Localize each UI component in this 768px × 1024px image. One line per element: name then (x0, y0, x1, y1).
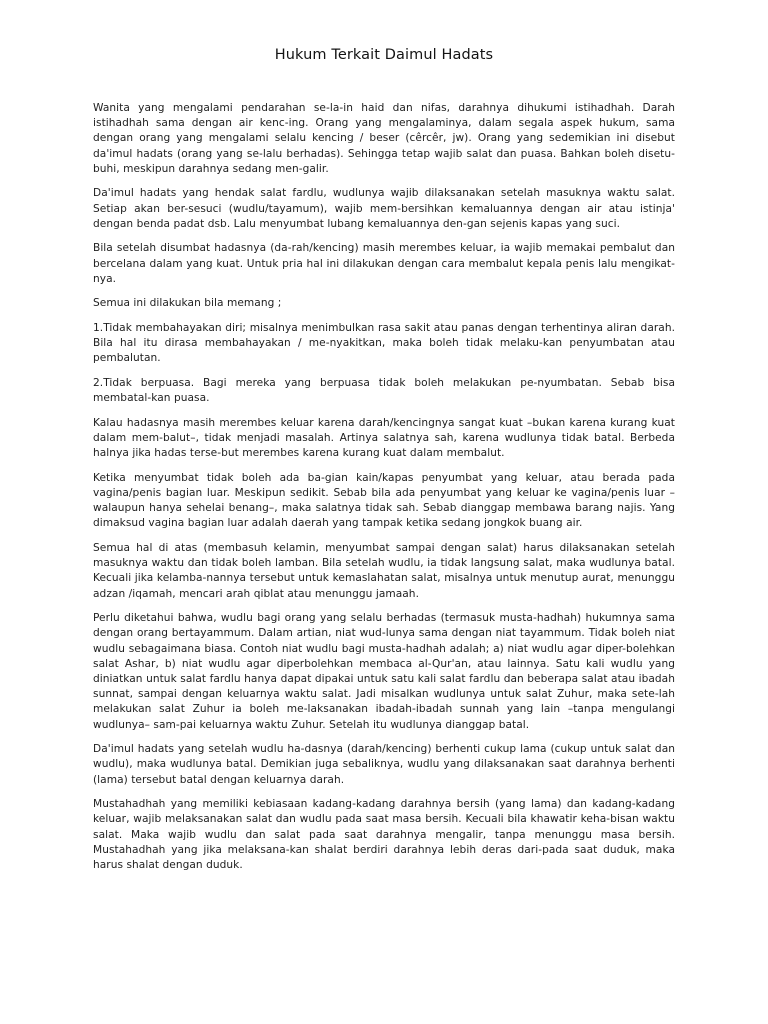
paragraph-4: Semua ini dilakukan bila memang ; (93, 297, 282, 310)
document-body (93, 101, 675, 873)
paragraph-11: Da'imul hadats yang setelah wudlu ha-dasnya (darah/kencing) berhenti cukup lama (cukup untuk salat dan wudlu), maka wudlunya batal. Demikian juga sebaliknya, wudlu yang dilaksanakan saat darahnya berhenti (lama) tersebut batal dengan keluarnya darah. (93, 743, 675, 786)
paragraph-9: Semua hal di atas (membasuh kelamin, menyumbat sampai dengan salat) harus dilaksanakan setelah masuknya waktu dan tidak boleh lamban. Bila setelah wudlu, ia tidak langsung salat, maka wudlunya batal. Kecuali jika kelamba-nannya tersebut untuk kemaslahatan salat, misalnya untuk menutup aurat, menunggu adzan /iqamah, mencari arah qiblat atau menunggu jamaah. (93, 542, 675, 600)
paragraph-5: 1.Tidak membahayakan diri; misalnya menimbulkan rasa sakit atau panas dengan terhentinya aliran darah. Bila hal itu dirasa membahayakan / me-nyakitkan, maka boleh tidak melaku-kan penyumbatan atau pembalutan. (93, 322, 675, 365)
paragraph-1: Wanita yang mengalami pendarahan se-la-in haid dan nifas, darahnya dihukumi istihadhah. Darah istihadhah sama dengan air kenc-ing. Orang yang mengalaminya, dalam segala aspek hukum, sama dengan orang yang mengalami selalu kencing / beser (cêrcêr, jw). Orang yang sedemikian ini disebut da'imul hadats (orang yang se-lalu berhadas). Sehingga tetap wajib salat dan puasa. Bahkan boleh disetu-buhi, meskipun darahnya sedang men-galir. (93, 102, 675, 175)
paragraph-7: Kalau hadasnya masih merembes keluar karena darah/kencingnya sangat kuat –bukan karena kurang kuat dalam mem-balut–, tidak menjadi masalah. Artinya salatnya sah, karena wudlunya tidak batal. Berbeda halnya jika hadas terse-but merembes karena kurang kuat dalam membalut. (93, 416, 675, 460)
paragraph-10: Perlu diketahui bahwa, wudlu bagi orang yang selalu berhadas (termasuk musta-hadhah) hukumnya sama dengan orang bertayammum. Dalam artian, niat wud-lunya sama dengan niat tayammum. Tidak boleh niat wudlu sebagaimana biasa. Contoh niat wudlu bagi musta-hadhah adalah; a) niat wudlu agar diper-bolehkan salat Ashar, b) niat wudlu agar diperbolehkan membaca al-Qur'an, atau lainnya. Satu kali wudlu yang diniatkan untuk salat fardlu hanya dapat dipakai untuk satu kali salat fardlu dan beberapa salat atau ibadah sunnat, sampai dengan keluarnya waktu salat. Jadi misalkan wudlunya untuk salat Zuhur, maka sete-lah melakukan salat Zuhur ia boleh me-laksanakan ibadah-ibadah sunnah yang lain –tanpa mengulangi wudlunya– sam-pai keluarnya waktu Zuhur. Setelah itu wudlunya dianggap batal. (93, 612, 675, 731)
paragraph-2: Da'imul hadats yang hendak salat fardlu, wudlunya wajib dilaksanakan setelah masuknya waktu salat. Setiap akan ber-sesuci (wudlu/tayamum), wajib mem-bersihkan kemaluannya dengan air atau istinja' dengan benda padat dsb. Lalu menyumbat lubang kemaluannya den-gan sejenis kapas yang suci. (93, 187, 675, 230)
document-title: Hukum Terkait Daimul Hadats (274, 47, 494, 63)
paragraph-6: 2.Tidak berpuasa. Bagi mereka yang berpuasa tidak boleh melakukan pe-nyumbatan. Sebab bisa membatal-kan puasa. (93, 377, 675, 405)
paragraph-8: Ketika menyumbat tidak boleh ada ba-gian kain/kapas penyumbat yang keluar, atau berada pada vagina/penis bagian luar. Meskipun sedikit. Sebab bila ada penyumbat yang keluar ke vagina/penis luar –walaupun hanya sehelai benang–, maka salatnya tidak sah. Sebab dianggap membawa barang najis. Yang dimaksud vagina bagian luar adalah daerah yang tampak ketika sedang jongkok buang air. (93, 471, 675, 530)
paragraph-3: Bila setelah disumbat hadasnya (da-rah/kencing) masih merembes keluar, ia wajib memakai pembalut dan bercelana dalam yang kuat. Untuk pria hal ini dilakukan dengan cara membalut kepala penis lalu mengikat-nya. (93, 242, 675, 285)
paragraph-12: Mustahadhah yang memiliki kebiasaan kadang-kadang darahnya bersih (yang lama) dan kadang-kadang keluar, wajib melaksanakan salat dan wudlu pada saat masa bersih. Kecuali bila khawatir keha-bisan waktu salat. Maka wajib wudlu dan salat pada saat darahnya mengalir, tanpa menunggu masa bersih. Mustahadhah yang jika melaksana-kan shalat berdiri darahnya lebih deras dari-pada saat duduk, maka harus shalat dengan duduk. (93, 798, 675, 872)
